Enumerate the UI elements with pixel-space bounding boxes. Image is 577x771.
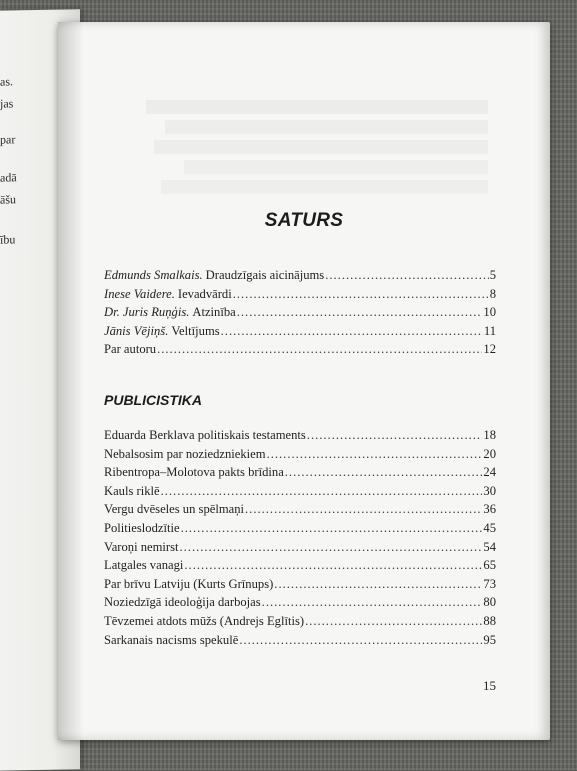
toc-entry xyxy=(104,558,496,577)
toc-page-number: 73 xyxy=(483,576,496,591)
toc-work-title: Tēvzemei atdots mūžs (Andrejs Eglītis) xyxy=(104,613,305,628)
toc-page-number: 95 xyxy=(483,632,496,647)
toc-entry xyxy=(104,484,496,503)
toc-page-number: 20 xyxy=(483,446,496,461)
toc-entry xyxy=(104,447,496,466)
toc-entry xyxy=(104,577,496,596)
page-title: SATURS xyxy=(264,210,344,231)
toc-work-title: Ribentropa–Molotova pakts brīdina xyxy=(104,465,284,480)
toc-leader-dots xyxy=(267,447,483,462)
toc-leader-dots xyxy=(221,324,483,339)
page-number: 15 xyxy=(483,678,496,693)
toc-leader-dots xyxy=(274,577,482,592)
book-page xyxy=(58,22,550,740)
toc-work-title: Veltījums xyxy=(171,323,220,338)
toc-page-number: 11 xyxy=(483,323,496,338)
toc-leader-dots xyxy=(161,484,483,499)
left-page-fragment: āšu xyxy=(0,192,16,207)
toc-work-title: Atzinība xyxy=(192,305,236,320)
left-page-fragment: jas xyxy=(0,96,14,111)
toc-work-title: Par autoru xyxy=(104,342,157,357)
bleed-through-text xyxy=(108,94,488,200)
toc-page-number: 5 xyxy=(489,268,496,282)
toc-intro-list xyxy=(104,268,496,361)
toc-entry xyxy=(104,342,496,361)
toc-page-number: 54 xyxy=(483,539,496,554)
toc-leader-dots xyxy=(307,428,483,443)
toc-work-title: Par brīvu Latviju (Kurts Grīnups) xyxy=(104,576,274,591)
toc-leader-dots xyxy=(180,540,483,555)
toc-publicistika-list xyxy=(104,428,496,651)
toc-entry xyxy=(104,465,496,484)
toc-author: Jānis Vējiņš. xyxy=(104,323,169,338)
left-page-fragment: adā xyxy=(0,170,17,185)
left-page-fragment: ību xyxy=(0,232,16,247)
toc-entry xyxy=(104,521,496,540)
toc-entry xyxy=(104,614,496,633)
toc-entry xyxy=(104,324,496,343)
toc-leader-dots xyxy=(245,502,482,517)
toc-leader-dots xyxy=(157,342,482,357)
toc-page-number: 24 xyxy=(483,465,496,480)
toc-work-title: Vergu dvēseles un spēlmaņi xyxy=(104,502,245,517)
toc-author: Edmunds Smalkais. xyxy=(104,268,203,282)
toc-work-title: Kauls riklē xyxy=(104,483,160,498)
toc-leader-dots xyxy=(325,268,488,283)
toc-entry xyxy=(104,268,496,287)
toc-page-number: 12 xyxy=(483,342,496,357)
toc-leader-dots xyxy=(285,465,483,480)
toc-entry xyxy=(104,428,496,447)
toc-work-title: Nebalsosim par noziedzniekiem xyxy=(104,446,266,461)
toc-page-number: 45 xyxy=(483,520,496,535)
toc-page-number: 18 xyxy=(483,428,496,442)
toc-leader-dots xyxy=(181,521,483,536)
toc-leader-dots xyxy=(305,614,482,629)
toc-page-number: 80 xyxy=(483,595,496,610)
toc-leader-dots xyxy=(184,558,482,573)
left-page-fragment: as. xyxy=(0,74,13,89)
toc-work-title: Eduarda Berklava politiskais testaments xyxy=(104,428,306,442)
toc-work-title: Latgales vanagi xyxy=(104,558,184,573)
toc-author: Dr. Juris Ruņģis. xyxy=(104,305,190,320)
toc-entry xyxy=(104,633,496,652)
toc-author: Inese Vaidere. xyxy=(104,286,175,301)
toc-leader-dots xyxy=(262,595,483,610)
toc-leader-dots xyxy=(237,305,483,320)
toc-entry xyxy=(104,595,496,614)
toc-work-title: Sarkanais nacisms spekulē xyxy=(104,632,239,647)
toc-work-title: Varoņi nemirst xyxy=(104,539,179,554)
toc-page-number: 65 xyxy=(483,558,496,573)
toc-page-number: 10 xyxy=(483,305,496,320)
toc-page-number: 36 xyxy=(483,502,496,517)
section-heading: PUBLICISTIKA xyxy=(104,392,202,408)
toc-leader-dots xyxy=(239,633,482,648)
toc-page-number: 30 xyxy=(483,483,496,498)
toc-work-title: Noziedzīgā ideoloģija darbojas xyxy=(104,595,261,610)
toc-entry xyxy=(104,287,496,306)
left-page-fragment: par xyxy=(0,132,16,147)
toc-entry xyxy=(104,502,496,521)
toc-work-title: Ievadvārdi xyxy=(177,286,232,301)
toc-work-title: Draudzīgais aicinājums xyxy=(205,268,325,282)
toc-entry xyxy=(104,305,496,324)
toc-work-title: Politieslodzītie xyxy=(104,520,180,535)
toc-leader-dots xyxy=(233,287,489,302)
toc-page-number: 8 xyxy=(489,286,496,301)
toc-entry xyxy=(104,540,496,559)
toc-page-number: 88 xyxy=(483,613,496,628)
